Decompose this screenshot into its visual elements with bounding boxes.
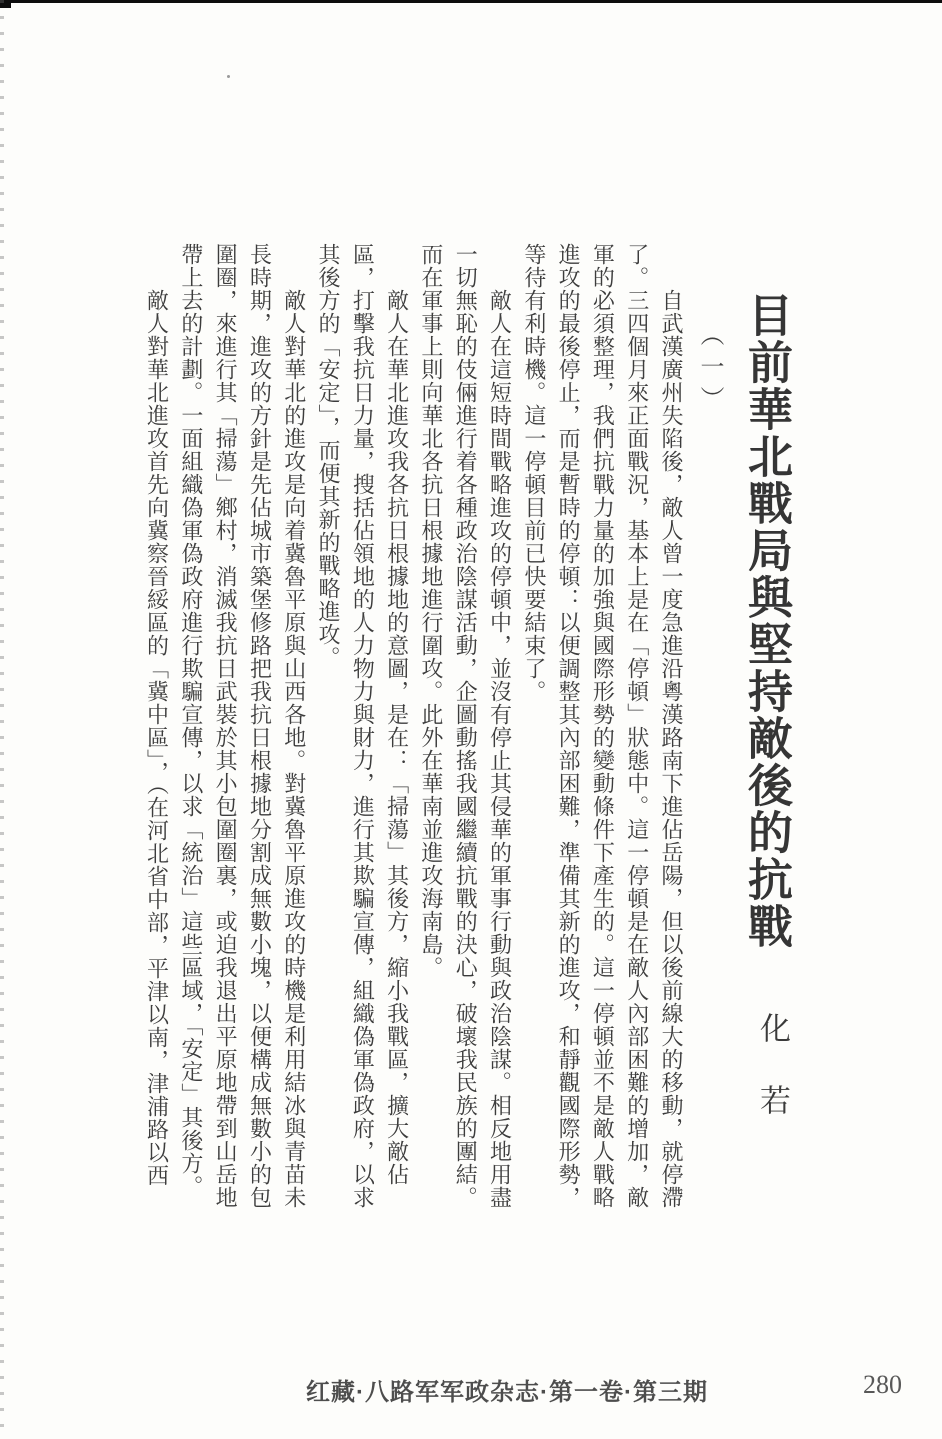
scan-artifact-top-edge (0, 0, 942, 3)
article-body (138, 243, 688, 1211)
footer-journal-line: 红藏·八路军军政杂志·第一卷·第三期 (306, 1379, 708, 1406)
paragraph-5: 敵人對華北進攻首先向冀察晉綏區的「冀中區」，（在河北省中部，平津以南，津浦路以西 (144, 289, 170, 1187)
paragraph-2: 敵人在這短時間戰略進攻的停頓中，並沒有停止其侵華的軍事行動與政治陰謀。相反地用盡一切無恥的伎倆進行着各種政治陰謀活動，企圖動搖我國繼續抗戰的決心，破壞我民族的團結。而在軍事上則向華北各抗日根據地進行圍攻。此外在華南並進攻海南島。 (418, 243, 513, 1209)
article-title: 目前華北戰局與堅持敵後的抗戰 (741, 292, 791, 950)
paragraph-1: 自武漢廣州失陷後，敵人曾一度急進沿粵漢路南下進佔岳陽，但以後前線大的移動，就停滯了。三四個月來正面戰況，基本上是在「停頓」狀態中。這一停頓是在敵人內部困難的增加，敵軍的必須整理，我們抗戰力量的加強與國際形勢的變動條件下產生的。這一停頓並不是敵人戰略進攻的最後停止，而是暫時的停頓：以便調整其內部困難，準備其新的進攻，和靜觀國際形勢，等待有利時機。這一停頓目前已快要結束了。 (521, 243, 684, 1209)
paragraph-4: 敵人對華北的進攻是向着冀魯平原與山西各地。對冀魯平原進攻的時機是利用結冰與青苗未長時期，進攻的方針是先佔城市築堡修路把我抗日根據地分割成無數小塊，以便構成無數小的包圍圈，來進行其「掃蕩」鄉村，消滅我抗日武裝於其小包圍圈裏，或迫我退出平原地帶到山岳地帶上去的計劃。一面組織偽軍偽政府進行欺騙宣傳，以求「統治」這些區域，「安定」其後方。 (178, 243, 307, 1209)
section-number: （一） (696, 322, 722, 418)
footer-page-number: 280 (863, 1370, 902, 1399)
scan-artifact-left-edge (0, 0, 4, 1439)
scan-artifact-speck (227, 75, 230, 78)
paragraph-3: 敵人在華北進攻我各抗日根據地的意圖，是在：「掃蕩」其後方，縮小我戰區，擴大敵佔區，打擊我抗日力量，搜括佔領地的人力物力與財力，進行其欺騙宣傳，組織偽軍偽政府，以求其後方的「安定」，而便其新的戰略進攻。 (316, 243, 410, 1209)
author-name: 化 若 (755, 1012, 790, 1120)
